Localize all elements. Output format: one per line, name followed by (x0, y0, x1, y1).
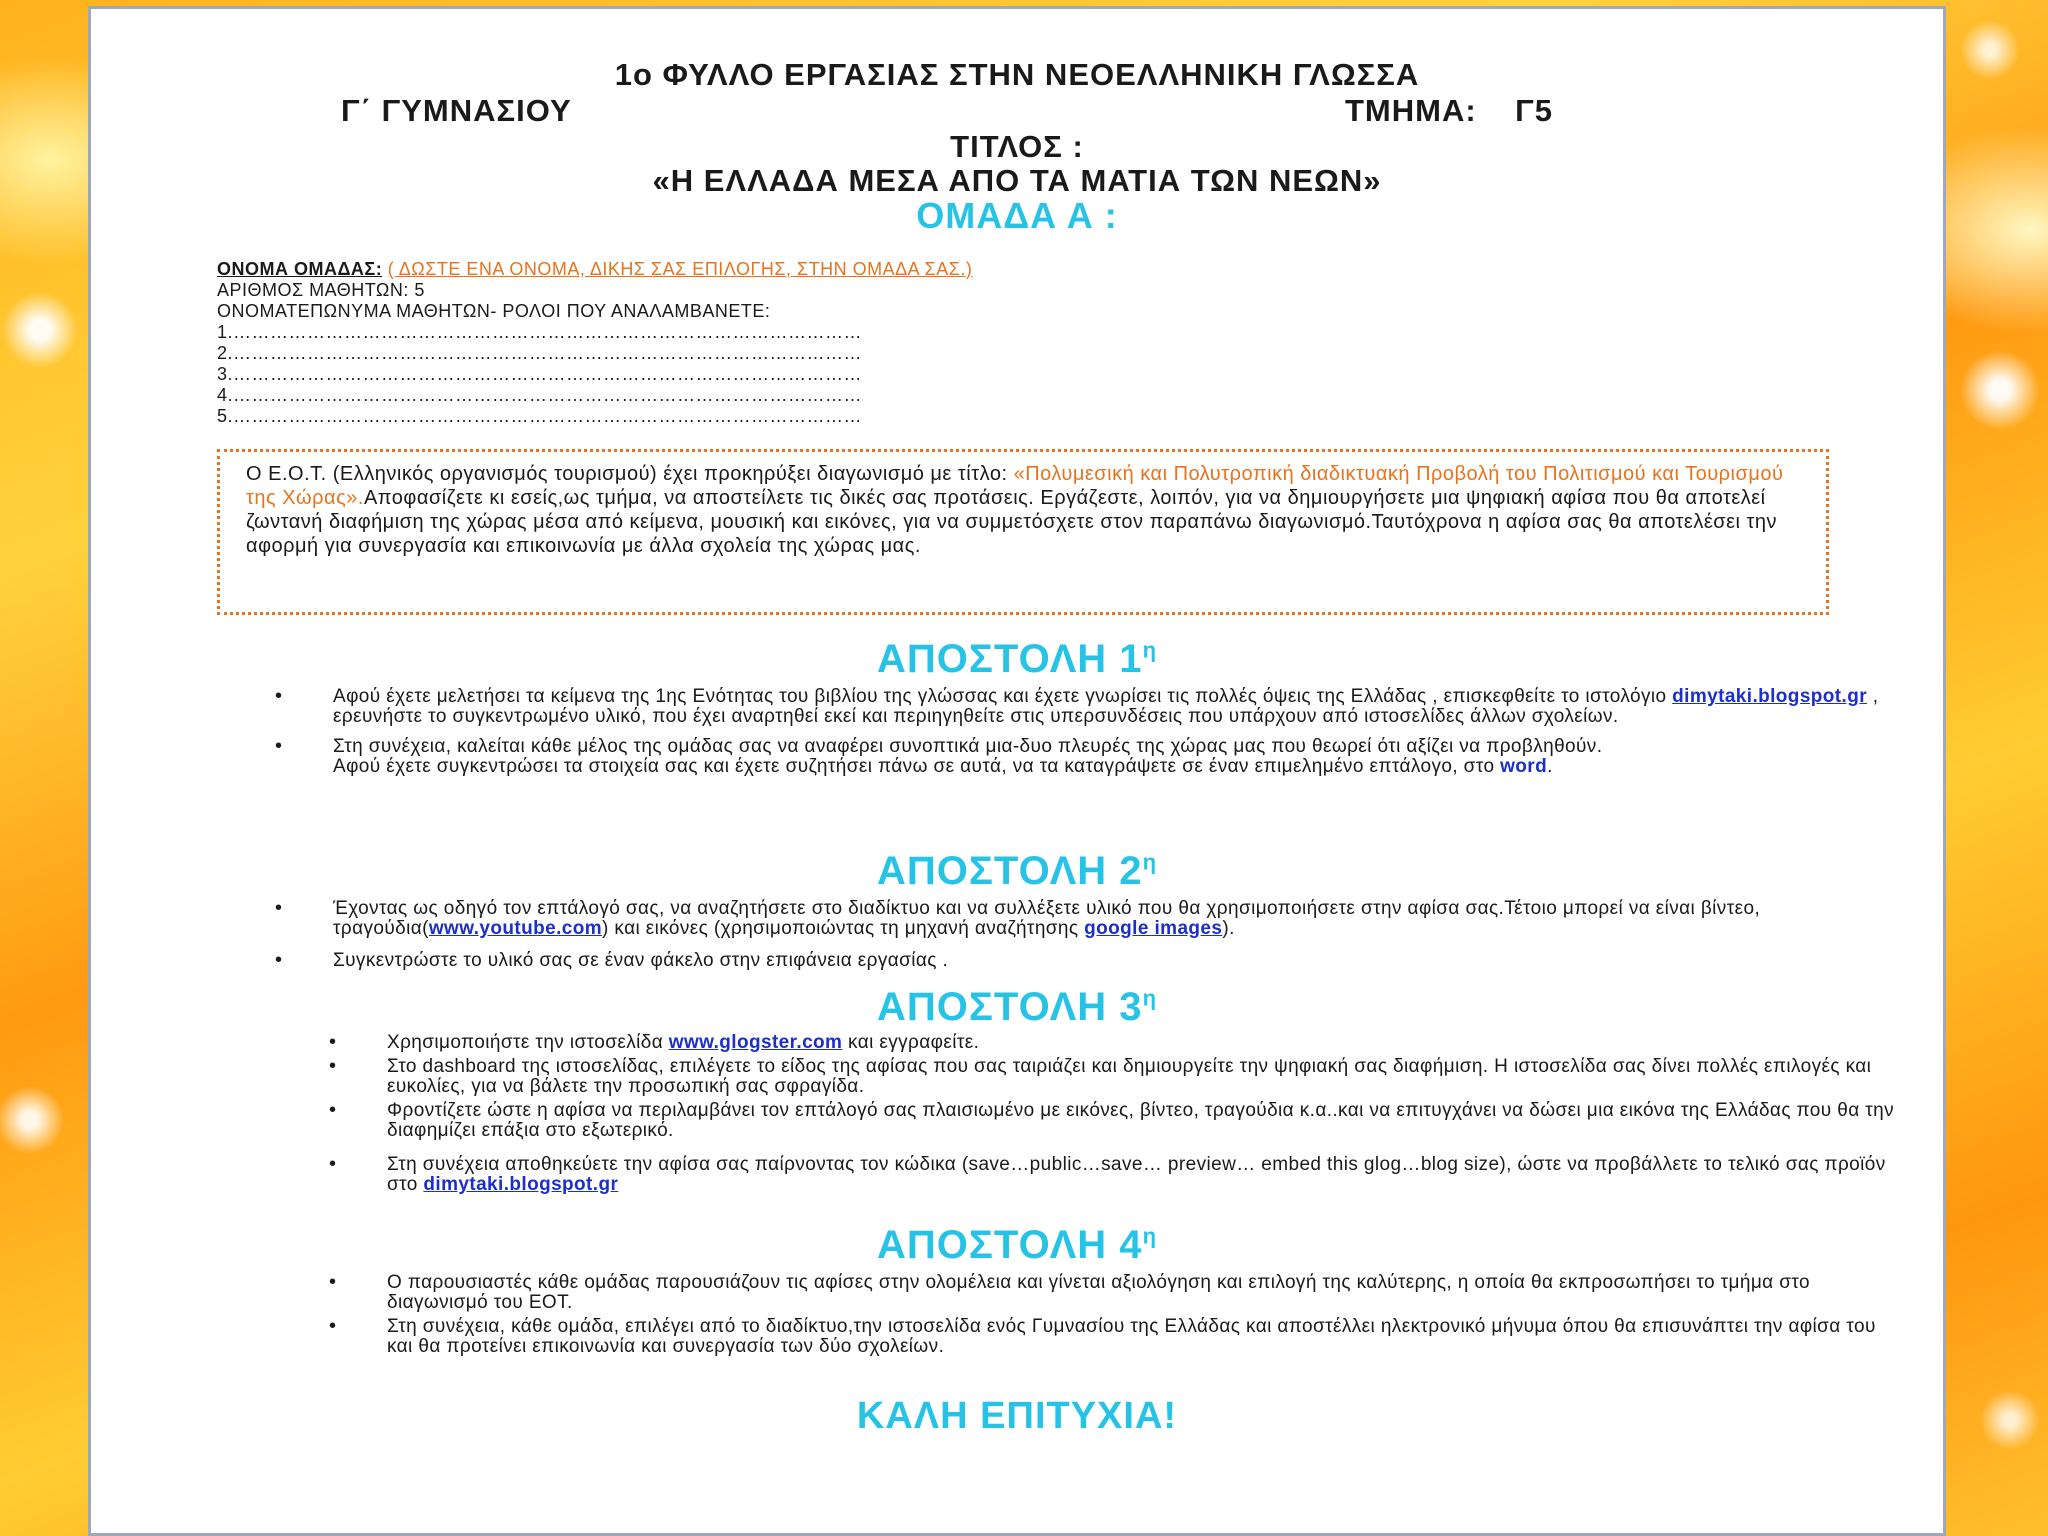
list-item: • Στη συνέχεια αποθηκεύετε την αφίσα σας παίρνοντας τον κώδικα (save…public…save… preview… embed this glog…blog size), ώστε να προβάλλετε το τελικό σας προϊόν στο dimytaki.blogspot.gr (329, 1153, 1886, 1195)
group-heading: ΟΜΑΔΑ Α : (916, 195, 1118, 236)
word-app-label: word (1500, 756, 1548, 777)
contest-title: «Πολυμεσική και Πολυτροπική διαδικτυακή Προβολή του Πολιτισμού και Τουρισμού της Χώρας». (246, 463, 1784, 509)
mission-2-heading: ΑΠΟΣΤΟΛΗ $2^\eta$ (876, 849, 1158, 893)
student-line: 3.………………………………………………………………………………………… (217, 364, 863, 384)
mission-2-list (275, 897, 1893, 975)
team-name-row (217, 259, 972, 279)
mission-3-list (329, 1031, 1895, 1199)
blog-link[interactable]: dimytaki.blogspot.gr (1672, 686, 1868, 707)
intro-text-cont: Αποφασίζετε κι εσείς,ως τμήμα, να αποστείλετε τις δικές σας προτάσεις. Εργάζεστε, λοιπόν, για να δημιουργήσετε μια ψηφιακή αφίσα που θα αποτελεί ζωντανή διαφήμιση της χώρας μέσα από κείμενα, μουσική και εικόνες, για να συμμετόσχετε στον παραπάνω διαγωνισμό.Ταυτόχρονα η αφίσα σας θα αποτελέσει την αφορμή για συνεργασία και επικοινωνία με άλλα σχολεία της χώρας μας. (246, 487, 1778, 557)
blog-link[interactable]: dimytaki.blogspot.gr (423, 1174, 619, 1195)
list-item: • Έχοντας ως οδηγό τον επτάλογό σας, να αναζητήσετε στο διαδίκτυο και να συλλέξετε υλικό που θα χρησιμοποιήσετε στην αφίσα σας.Τέτοιο μπορεί να είναι βίντεο, τραγούδια(www.youtube.com) και εικόνες (χρησιμοποιώντας τη μηχανή αναζήτησης google images). (275, 897, 1761, 939)
student-line: 1.………………………………………………………………………………………… (217, 322, 863, 342)
list-item: • Συγκεντρώστε το υλικό σας σε έναν φάκελο στην επιφάνεια εργασίας . (275, 949, 949, 971)
worksheet-subtitle: «Η ΕΛΛΑΔΑ ΜΕΣΑ ΑΠΟ ΤΑ ΜΑΤΙΑ ΤΩΝ ΝΕΩΝ» (652, 163, 1382, 198)
student-count: ΑΡΙΘΜΟΣ ΜΑΘΗΤΩΝ: 5 (217, 280, 425, 300)
list-item: • Στο dashboard της ιστοσελίδας, επιλέγετε το είδος της αφίσας που σας ταιριάζει και δημιουργείτε την ψηφιακή σας διαφήμιση. Η ιστοσελίδα σας δίνει πολλές επιλογές και ευκολίες, για να βάλετε την προσωπική σας σφραγίδα. (329, 1055, 1872, 1097)
title-label: ΤΙΤΛΟΣ : (950, 129, 1084, 164)
list-item: • Φροντίζετε ώστε η αφίσα να περιλαμβάνει τον επτάλογό σας πλαισιωμένο με εικόνες, βίντεο, τραγούδια κ.α..και να επιτυγχάνει να δώσει μια εικόνα της Ελλάδας που θα την διαφημίζει επάξια στο εξωτερικό. (329, 1099, 1895, 1141)
list-item: • Στη συνέχεια, κάθε ομάδα, επιλέγει από το διαδίκτυο,την ιστοσελίδα ενός Γυμνασίου της Ελλάδας και αποστέλλει ηλεκτρονικό μήνυμα όπου θα επισυνάπτει την αφίσα του και θα προτείνει επικοινωνία και συνεργασία των δύο σχολείων. (329, 1315, 1876, 1357)
team-name-label: ΟΝΟΜΑ ΟΜΑΔΑΣ: (217, 259, 383, 279)
roles-label: ΟΝΟΜΑΤΕΠΩΝΥΜΑ ΜΑΘΗΤΩΝ- ΡΟΛΟΙ ΠΟΥ ΑΝΑΛΑΜΒΑΝΕΤΕ: (217, 301, 771, 321)
intro-box (217, 449, 1829, 615)
youtube-link[interactable]: www.youtube.com (428, 918, 603, 939)
list-item: • Αφού έχετε μελετήσει τα κείμενα της 1ης Ενότητας του βιβλίου της γλώσσας και έχετε γνωρίσει τις πολλές όψεις της Ελλάδας , επισκεφθείτε το ιστολόγιο dimytaki.blogspot.gr , ερευνήστε το συγκεντρωμένο υλικό, που έχει αναρτηθεί εκεί και περιηγηθείτε στις υπερσυνδέσεις που υπάρχουν από ιστοσελίδες άλλων σχολείων. (275, 685, 1879, 727)
worksheet-title: 1ο ΦΥΛΛΟ ΕΡΓΑΣΙΑΣ ΣΤΗΝ ΝΕΟΕΛΛΗΝΙΚΗ ΓΛΩΣΣΑ (614, 57, 1420, 92)
worksheet-page (88, 6, 1946, 1536)
class-section: ΤΜΗΜΑ: Γ5 (1345, 93, 1554, 128)
closing-message: ΚΑΛΗ ΕΠΙΤΥΧΙΑ! (856, 1395, 1178, 1437)
glogster-link[interactable]: www.glogster.com (668, 1032, 843, 1053)
team-name-hint: ( ΔΩΣΤΕ ΕΝΑ ΟΝΟΜΑ, ΔΙΚΗΣ ΣΑΣ ΕΠΙΛΟΓΗΣ, ΣΤΗΝ ΟΜΑΔΑ ΣΑΣ.) (387, 259, 973, 279)
google-images-link[interactable]: google images (1084, 918, 1223, 939)
mission-1-heading: ΑΠΟΣΤΟΛΗ $1^\eta$ (876, 637, 1158, 681)
mission-4-list (329, 1271, 1895, 1361)
mission-3-heading: ΑΠΟΣΤΟΛΗ $3^\eta$ (876, 985, 1158, 1029)
list-item: • Στη συνέχεια, καλείται κάθε μέλος της ομάδας σας να αναφέρει συνοπτικά μια-δυο πλευρές της χώρας μας που θεωρεί ότι αξίζει να προβληθούν. Αφού έχετε συγκεντρώσει τα στοιχεία σας και έχετε συζητήσει πάνω σε αυτά, να τα καταγράψετε σε έναν επιμελημένο επτάλογο, στο word. (275, 735, 1603, 777)
student-line: 2.………………………………………………………………………………………… (217, 343, 863, 363)
list-item: • Ο παρουσιαστές κάθε ομάδας παρουσιάζουν τις αφίσες στην ολομέλεια και γίνεται αξιολόγηση και επιλογή της καλύτερης, η οποία θα εκπροσωπήσει το τμήμα στο διαγωνισμό του ΕΟΤ. (329, 1271, 1810, 1313)
student-line: 5.………………………………………………………………………………………… (217, 406, 863, 426)
list-item: • Χρησιμοποιήστε την ιστοσελίδα www.glogster.com και εγγραφείτε. (329, 1031, 980, 1053)
class-level: Γ΄ ΓΥΜΝΑΣΙΟΥ (341, 93, 572, 128)
student-line: 4.………………………………………………………………………………………… (217, 385, 863, 405)
intro-text: Ο Ε.Ο.Τ. (Ελληνικός οργανισμός τουρισμού) έχει προκηρύξει διαγωνισμό με τίτλο: (246, 463, 1014, 485)
mission-1-list (275, 685, 1893, 781)
student-lines (217, 322, 862, 427)
mission-4-heading: ΑΠΟΣΤΟΛΗ $4^\eta$ (876, 1223, 1158, 1267)
